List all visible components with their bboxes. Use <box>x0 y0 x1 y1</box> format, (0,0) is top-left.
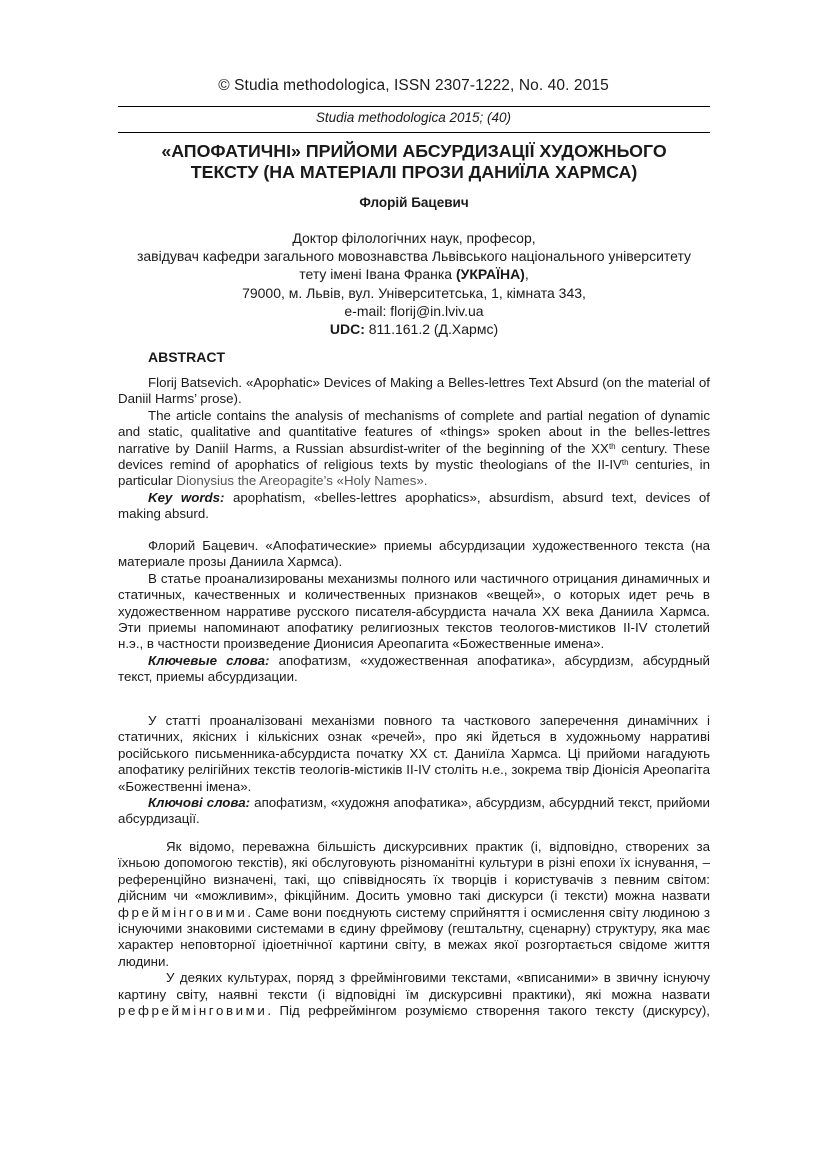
affiliation-comma: , <box>524 266 529 283</box>
en-body-part-2: century. These devices remind of apophatics of religious texts by mystic theologians of the II-IV <box>118 440 710 473</box>
en-body-gray: Dionysius the Areopagite’s «Holy Names». <box>176 473 428 489</box>
udc-value: 811.161.2 (Д.Хармс) <box>364 321 499 338</box>
abstract-english <box>118 375 710 523</box>
udc-label: UDC: <box>329 321 365 338</box>
body-paragraph-2 <box>118 970 710 1019</box>
p2-text-b: . Під рефреймінгом розуміємо створення такого тексту (дискурсу), <box>267 1003 710 1019</box>
abstract-russian <box>118 538 710 686</box>
affiliation-address: 79000, м. Львів, вул. Університетська, 1, кімната 343, <box>242 284 586 301</box>
ru-keywords <box>118 653 710 686</box>
en-keywords-text: apophatism, «belles-lettres apophatics», absurdism, absurd text, devices of making absurd. <box>118 489 710 522</box>
ru-reference: Флорий Бацевич. «Апофатические» приемы абсурдизации художественного текста (на материале прозы Даниила Хармса). <box>118 538 710 570</box>
affiliation-university <box>100 265 728 283</box>
en-sup-1: th <box>608 441 616 451</box>
en-abstract-body <box>118 408 710 490</box>
affiliation-degree: Доктор філологічних наук, професор, <box>292 230 536 246</box>
p1-term: фреймінговими <box>118 904 248 920</box>
author-email: e-mail: florij@in.lviv.ua <box>344 302 484 319</box>
affiliation-university-text: тету імені Івана Франка <box>299 266 456 283</box>
ua-keywords <box>118 795 710 828</box>
en-keywords <box>118 490 710 523</box>
p2-text-a: У деяких культурах, поряд з фреймінговими текстами, «вписаними» в звичну існуючу картину світу, наявні тексти (і відповідні їм дискурсивні практики), які можна назвати <box>118 970 710 1002</box>
article-body <box>118 839 710 1019</box>
ru-abstract-body: В статье проанализированы механизмы полного или частичного отрицания динамичных и статичных, качественных и количественных признаков «вещей», о которых идет речь в художественном нарративе русского писателя-абсурдиста начала ХХ века Даниила Хармса. Эти приемы напоминают апофатику религиозных текстов теологов-мистиков II-IV столетий н.э., в частности произведение Дионисия Ареопагита «Божественные имена». <box>118 570 710 652</box>
author-name: Флорій Бацевич <box>359 195 469 210</box>
ru-keywords-label: Ключевые слова: <box>148 652 270 668</box>
p1-text-b: . Саме вони поєднують систему сприйняття і осмислення світу людиною з існуючими знаковими системами в єдину фреймову (гештальтну, сценарну) структуру, яка має характер неповторної ідіоетнічної картини світу, в межах якої розгортається свідоме життя людини. <box>118 904 710 969</box>
p1-text-a: Як відомо, переважна більшість дискурсивних практик (і, відповідно, створених за їхньою допомогою текстів), які обслуговують різноманітні культури в різні епохи їх існування, – референційно визначені, такі, що співвідносять їх творців і користувачів з певним світом: дійсним чи «можливим», фікційним. Досить умовно такі дискурси (і тексти) можна назвати <box>118 839 710 904</box>
en-sup-2: th <box>621 458 629 468</box>
en-reference: Florij Batsevich. «Apophatic» Devices of Making a Belles-lettres Text Absurd (on the material of Daniil Harms’ prose). <box>118 375 710 407</box>
affiliation-position-text: завідувач кафедри загального мовознавства Львівського національного університету <box>136 248 692 265</box>
affiliation-country: (УКРАЇНА) <box>455 266 525 283</box>
header-rule-top <box>118 106 710 107</box>
ua-keywords-text: апофатизм, «художня апофатика», абсурдизм, абсурдний текст, прийоми абсурдизації. <box>118 795 710 827</box>
ua-keywords-label: Ключові слова: <box>148 795 251 811</box>
ua-abstract-body: У статті проаналізовані механізми повного та часткового заперечення динамічних і статичних, якісних і кількісних ознак «речей», про які йдеться в художньому нарративі російського письменника-абсурдиста початку ХХ ст. Даниїла Хармса. Ці прийоми нагадують апофатику релігійних текстів теологів-містиків II-IV століть н.е., зокрема твір Діонісія Ареопагіта «Божественні імена». <box>118 713 710 794</box>
p2-term: рефреймінговими <box>118 1003 268 1019</box>
udc-line <box>100 320 728 338</box>
en-body-part-3: centuries, in particular <box>118 457 710 489</box>
body-paragraph-1 <box>118 839 710 970</box>
en-body-part-1: The article contains the analysis of mechanisms of complete and partial negation of dynamic and static, qualitative and quantitative features of «things» spoken about in the belles-lettres narrative by Daniil Harms, a Russian absurdist-writer of the beginning of the XX <box>118 407 710 456</box>
abstract-heading: ABSTRACT <box>148 349 225 365</box>
en-keywords-label: Key words: <box>148 489 225 505</box>
title-line-2: ТЕКСТУ (НА МАТЕРІАЛІ ПРОЗИ ДАНИЇЛА ХАРМСА) <box>190 162 638 182</box>
author-affiliation <box>100 229 728 338</box>
journal-header: © Studia methodologica, ISSN 2307-1222, No. 40. 2015 <box>218 77 609 94</box>
ru-keywords-text: апофатизм, «художественная апофатика», абсурдизм, абсурдный текст, приемы абсурдизации. <box>118 652 710 685</box>
title-line-1: «АПОФАТИЧНІ» ПРИЙОМИ АБСУРДИЗАЦІЇ ХУДОЖНЬОГО <box>161 141 667 161</box>
affiliation-position <box>100 247 728 265</box>
abstract-ukrainian <box>118 713 710 828</box>
article-title <box>118 141 710 183</box>
header-rule-bottom <box>118 132 710 133</box>
running-title: Studia methodologica 2015; (40) <box>315 110 512 125</box>
